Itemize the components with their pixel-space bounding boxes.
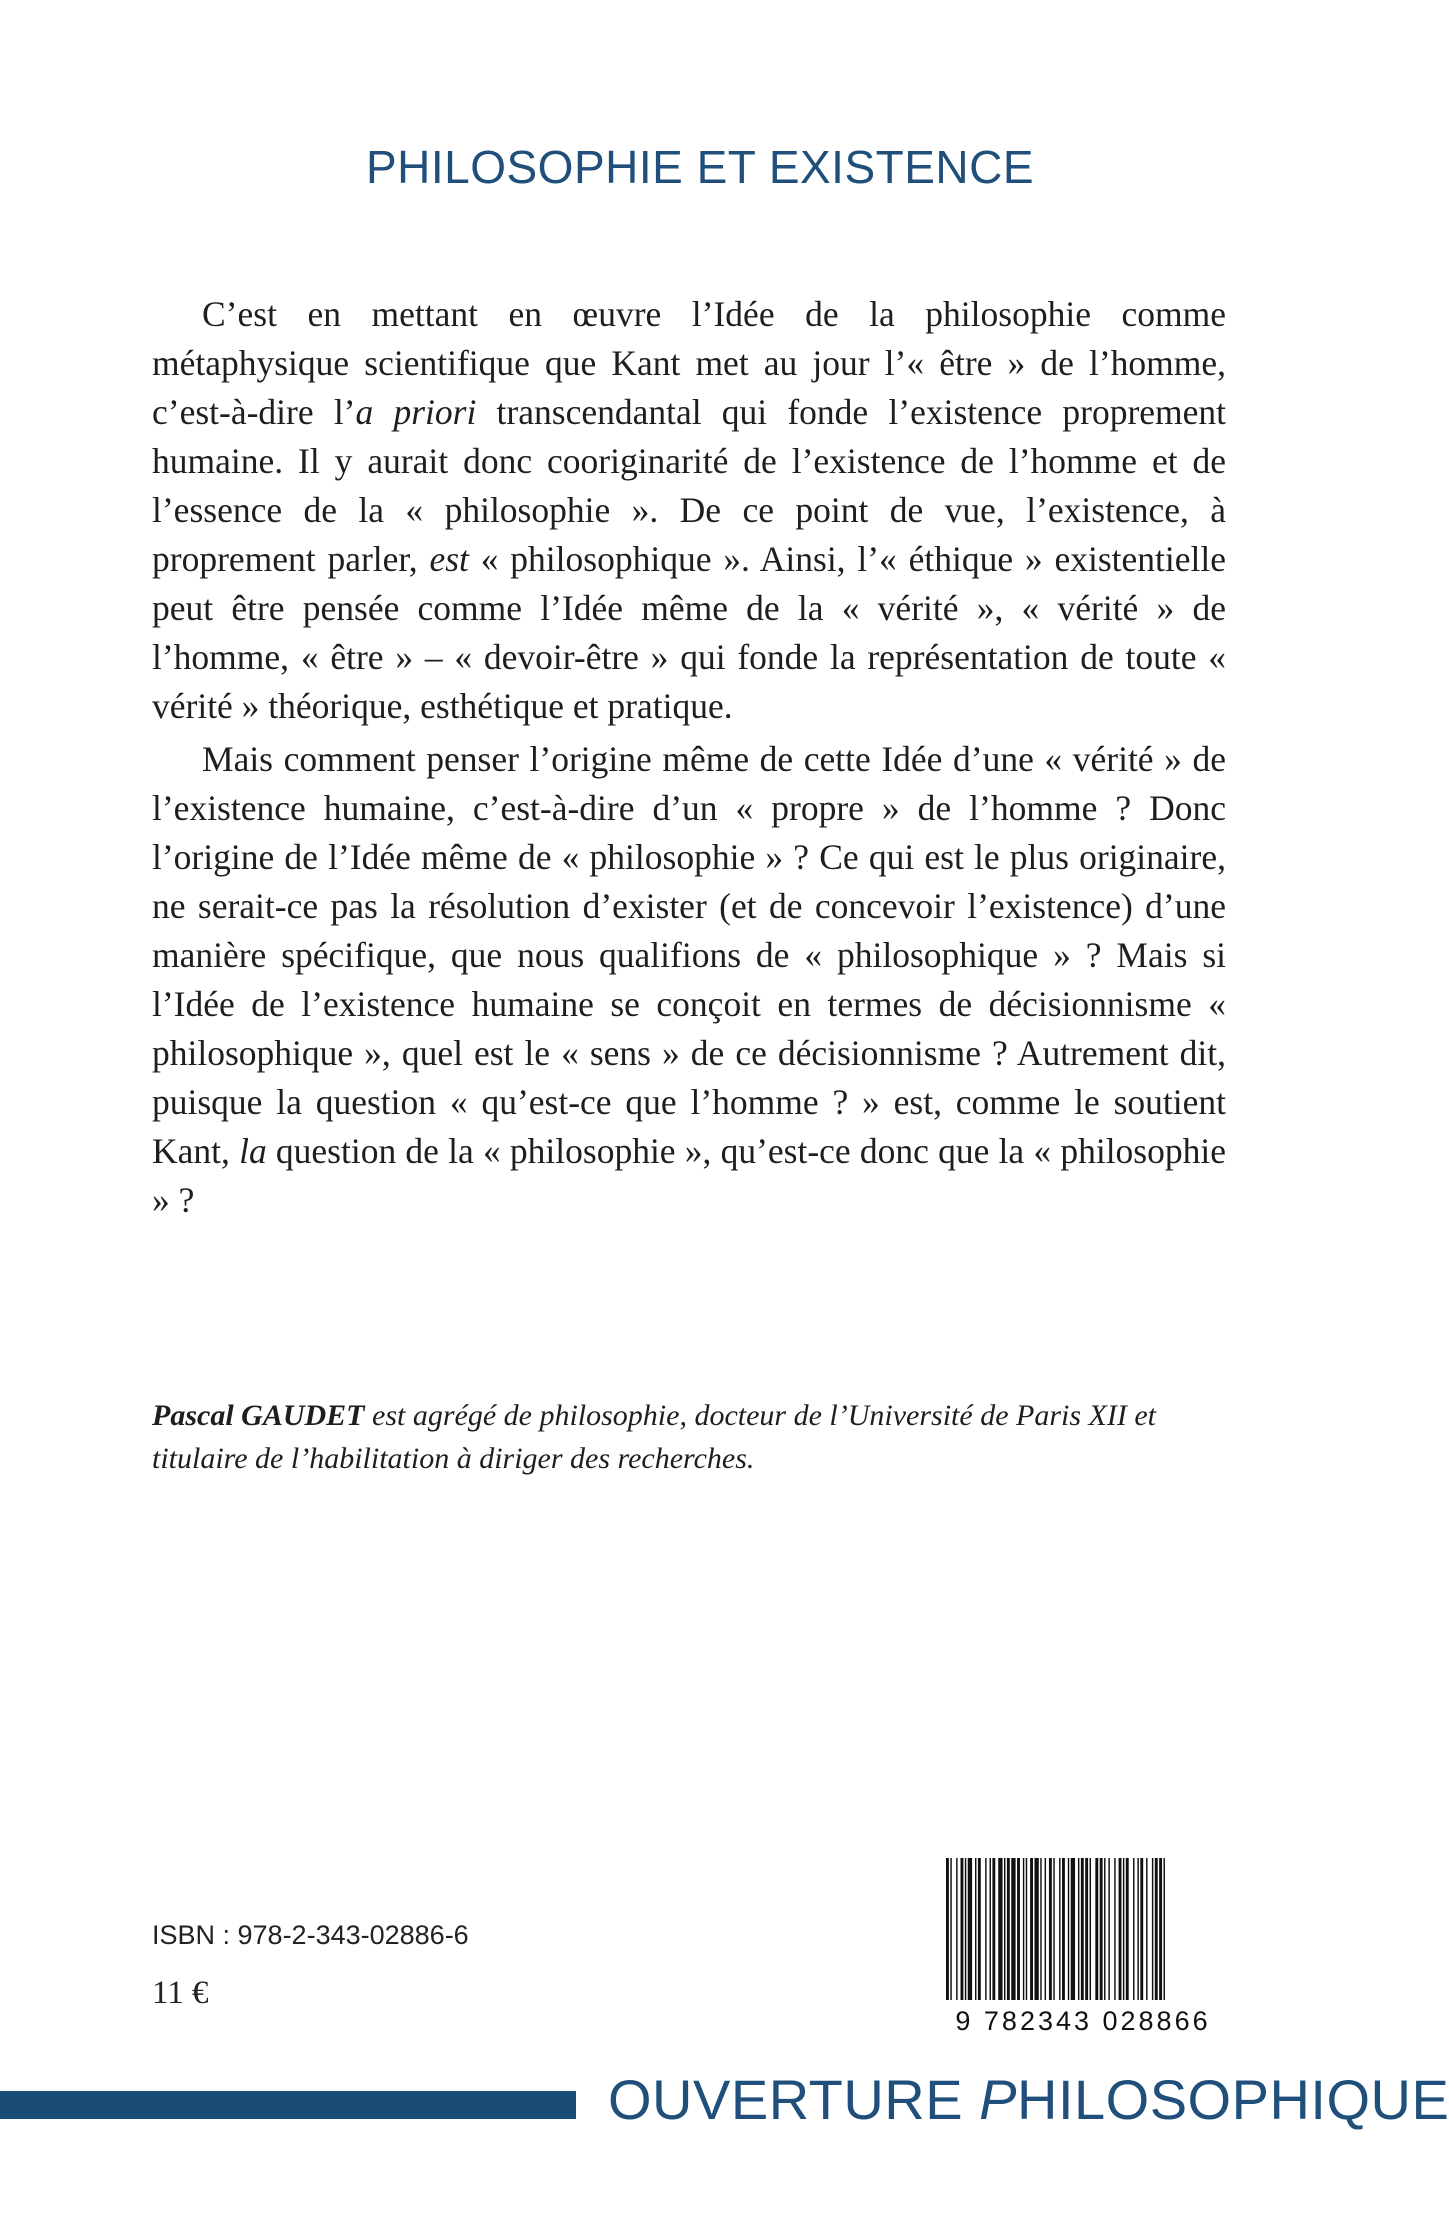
barcode-bar: [1090, 1858, 1091, 2000]
barcode-bar: [990, 1858, 991, 2000]
price: 11 €: [152, 1975, 209, 2011]
summary-text: [152, 290, 1226, 1225]
barcode-bar: [992, 1858, 995, 2000]
series-title-part2: HILOSOPHIQUE: [1017, 2068, 1449, 2131]
summary-paragraph-2: [152, 735, 1226, 1225]
barcode-bar: [1108, 1858, 1109, 2000]
p1-text-3: « philosophique ». Ainsi, l’« éthique » existentielle peut être pensée comme l’Idée même de la « vérité », « vérité » de l’homme, « être » – « devoir-être » qui fonde la représentation de toute « vérité » théorique, esthétique et pratique.: [152, 539, 1226, 726]
barcode-bar: [956, 1858, 957, 2000]
barcode-bar: [1104, 1858, 1105, 2000]
barcode-bar: [1011, 1858, 1015, 2000]
p2-text-1: Mais comment penser l’origine même de cette Idée d’une « vérité » de l’existence humaine, c’est-à-dire d’un « propre » de l’homme ? Donc l’origine de l’Idée même de « philosophie » ? Ce qui est le plus originaire, ne serait-ce pas la résolution d’exister (et de concevoir l’existence) d’une manière spécifique, que nous qualifions de « philosophique » ? Mais si l’Idée de l’existence humaine se conçoit en termes de décisionnisme « philosophique », quel est le « sens » de ce décisionnisme ? Autrement dit, puisque la question « qu’est-ce que l’homme ? » est, comme le soutient Kant,: [152, 739, 1226, 1171]
barcode-bar: [1114, 1858, 1115, 2000]
barcode-bar: [1017, 1858, 1020, 2000]
barcode-bar: [1081, 1858, 1084, 2000]
barcode-bar: [1053, 1858, 1054, 2000]
p1-italic-est: est: [429, 539, 469, 579]
p1-text-1: C’est en mettant en œuvre l’Idée de la philosophie comme métaphysique scientifique que Kant met au jour l’« être » de l’homme, c’est-à-dire l’: [152, 294, 1226, 432]
p2-italic-la: la: [239, 1131, 267, 1171]
barcode-bar: [998, 1858, 1002, 2000]
barcode-bar: [1045, 1858, 1046, 2000]
barcode-bar: [1095, 1858, 1098, 2000]
author-bio: [152, 1394, 1226, 1480]
barcode-bar: [1152, 1858, 1153, 2000]
barcode-bar: [1155, 1858, 1158, 2000]
barcode-bar: [1059, 1858, 1060, 2000]
barcode-bar: [1023, 1858, 1024, 2000]
barcode-bar: [961, 1858, 964, 2000]
barcode-bar: [1078, 1858, 1079, 2000]
barcode-bar: [1140, 1858, 1143, 2000]
p1-italic-a-priori: a priori: [355, 392, 477, 432]
series-title-italic-p: P: [979, 2068, 1017, 2131]
barcode-bar: [1068, 1858, 1069, 2000]
barcode-bar: [1040, 1858, 1041, 2000]
barcode-bar: [1119, 1858, 1122, 2000]
barcode-bar: [978, 1858, 981, 2000]
barcode-bar: [1159, 1858, 1162, 2000]
barcode: [940, 1856, 1226, 2036]
barcode-bar: [1133, 1858, 1134, 2000]
barcode-bar: [1004, 1858, 1005, 2000]
author-bio-text: est agrégé de philosophie, docteur de l’Université de Paris XII et titulaire de l’habilitation à diriger des recherches.: [152, 1399, 1156, 1475]
barcode-bar: [1007, 1858, 1010, 2000]
barcode-bar: [946, 1858, 949, 2000]
isbn: ISBN : 978-2-343-02886-6: [152, 1920, 469, 1950]
p2-text-2: question de la « philosophie », qu’est-ce donc que la « philosophie » ?: [152, 1131, 1226, 1220]
barcode-bar: [1049, 1858, 1052, 2000]
barcode-bar: [1030, 1858, 1033, 2000]
barcode-bar: [950, 1858, 951, 2000]
series-title: [608, 2070, 1449, 2130]
barcode-bar: [1137, 1858, 1138, 2000]
barcode-bars: [940, 1856, 1226, 2004]
barcode-bar: [975, 1858, 976, 2000]
barcode-bar: [1026, 1858, 1027, 2000]
barcode-bar: [1164, 1858, 1165, 2000]
barcode-bar: [1085, 1858, 1088, 2000]
barcode-bar: [1100, 1858, 1103, 2000]
barcode-bar: [968, 1858, 972, 2000]
p1-text-2: transcendantal qui fonde l’existence proprement humaine. Il y aurait donc cooriginarité de l’existence de l’homme et de l’essence de la « philosophie ». De ce point de vue, l’existence, à proprement parler,: [152, 392, 1227, 579]
barcode-bar: [1123, 1858, 1124, 2000]
summary-paragraph-1: [152, 290, 1226, 731]
barcode-bar: [965, 1858, 966, 2000]
series-accent-bar: [0, 2091, 576, 2119]
barcode-bar: [1034, 1858, 1038, 2000]
author-name: Pascal GAUDET: [152, 1399, 365, 1432]
book-title: PHILOSOPHIE ET EXISTENCE: [365, 141, 1035, 193]
barcode-bar: [1071, 1858, 1075, 2000]
barcode-bar: [1062, 1858, 1065, 2000]
barcode-bar: [1126, 1858, 1129, 2000]
barcode-digits: 9 782343 028866: [955, 2006, 1211, 2036]
barcode-bar: [1146, 1858, 1147, 2000]
barcode-bar: [985, 1858, 986, 2000]
series-title-part1: OUVERTURE: [608, 2068, 980, 2131]
